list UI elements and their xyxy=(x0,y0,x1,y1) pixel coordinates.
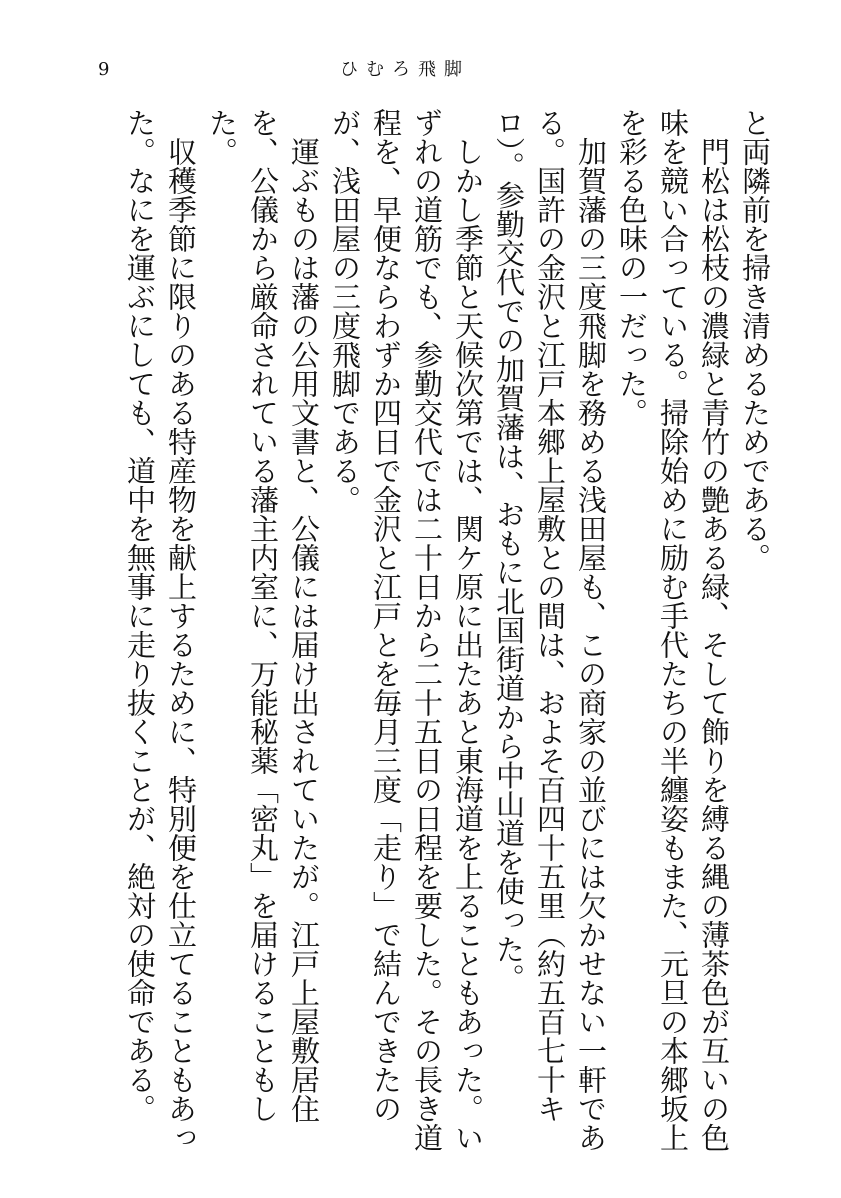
paragraph-6: 収穫季節に限りのある特産物を献上するために、特別便を仕立てることもあった。なにを運ぶにしても、道中を無事に走り抜くことが、絶対の使命である。 xyxy=(123,108,198,1152)
page-number: 9 xyxy=(98,59,110,80)
running-title: ひむろ飛脚 xyxy=(340,59,470,80)
paragraph-5: 運ぶものは藩の公用文書と、公儀には届け出されていたが。江戸上屋敷居住を、公儀から厳命されている藩主内室に、万能秘薬「密丸」を届けることもした。 xyxy=(205,108,321,1123)
paragraph-4: しかし季節と天候次第では、関ケ原に出たあと東海道を上ることもあった。いずれの道筋でも、参勤交代では二十日から二十五日の日程を要した。その長き道程を、早便ならわずか四日で金沢と江戸とを毎月三度「走り」で結んできたのが、浅田屋の三度飛脚である。 xyxy=(328,108,485,1152)
paragraph-2: 門松は松枝の濃緑と青竹の艶ある緑、そして飾りを縛る縄の薄茶色が互いの色味を競い合っている。掃除始めに励む手代たちの半纏姿もまた、元旦の本郷坂上を彩る色味の一だった。 xyxy=(615,108,731,1152)
vertical-body-text xyxy=(119,108,775,1168)
paragraph-1: と両隣前を掃き清めるためである。 xyxy=(738,108,772,572)
paragraph-3: 加賀藩の三度飛脚を務める浅田屋も、この商家の並びには欠かせない一軒である。国許の金沢と江戸本郷上屋敷との間は、およそ百四十五里（約五百七十キロ）。参勤交代での加賀藩は、おもに北国街道から中山道を使った。 xyxy=(492,108,608,1152)
